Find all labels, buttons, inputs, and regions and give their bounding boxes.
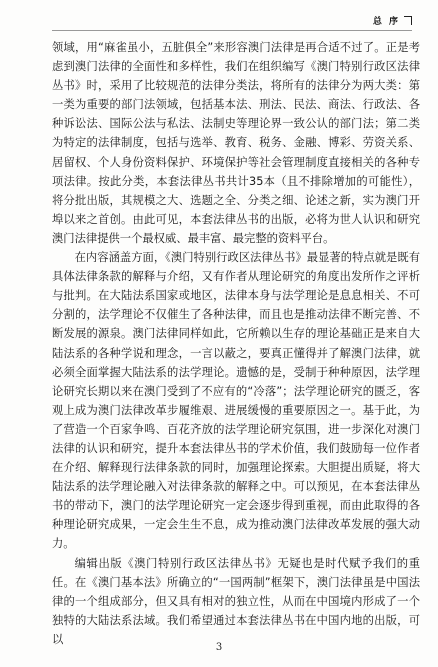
- running-header: [373, 14, 412, 27]
- header-rule: [52, 30, 412, 31]
- paragraph: 编辑出版《澳门特别行政区法律丛书》无疑也是时代赋予我们的重任。在《澳门基本法》所确立的“一国两制”框架下，澳门法律虽是中国法律的一个组成部分，但又具有相对的独立性，从而在中国境内形成了一个独特的大陆法系法域。我们希望通过本套法律丛书在中国内地的出版，可以: [52, 556, 420, 646]
- running-title: 总 序: [372, 17, 400, 27]
- paragraph: 在内容涵盖方面，《澳门特别行政区法律丛书》最显著的特点就是既有具体法律条款的解释与介绍，又有作者从理论研究的角度出发所作之评析与批判。在大陆法系国家或地区，法律本身与法学理论是息息相关、不可分割的，法学理论不仅催生了各种法律，而且也是推动法律不断完善、不断发展的源泉。澳门法律同样如此，它所赖以生存的理论基础正是来自大陆法系的各种学说和理念，一言以蔽之，要真正懂得并了解澳门法律，就必须全面掌握大陆法系的法学理论。遗憾的是，受制于种种原因，法学理论研究长期以来在澳门受到了不应有的“冷落”；法学理论研究的匮乏，客观上成为澳门法律改革步履维艰、进展缓慢的重要原因之一。基于此，为了营造一个百家争鸣、百花齐放的法学理论研究氛围，进一步深化对澳门法律的认识和研究，提升本套法律丛书的学术价值，我们鼓励每一位作者在介绍、解释现行法律条款的同时，加强理论探索。大胆提出质疑，将大陆法系的法学理论融入对法律条款的解释之中。可以预见，在本套法律丛书的带动下，澳门的法学理论研究一定会逐步得到重视，而由此取得的各种理论研究成果，一定会生生不息，成为推动澳门法律改革发展的强大动力。: [52, 251, 420, 551]
- page-number: 3: [215, 642, 223, 653]
- body-text: [52, 38, 420, 649]
- corner-mark-icon: [404, 16, 412, 25]
- paragraph: 领域，用“麻雀虽小，五脏俱全”来形容澳门法律是再合适不过了。正是考虑到澳门法律的全面性和多样性，我们在组织编写《澳门特别行政区法律丛书》时，采用了比较规范的法律分类法，将所有的法律分为两大类：第一类为重要的部门法领域，包括基本法、刑法、民法、商法、行政法、各种诉讼法、国际公法与私法、法制史等理论界一致公认的部门法；第二类为特定的法律制度，包括与选举、教育、税务、金融、博彩、劳资关系、居留权、个人身份资料保护、环境保护等社会管理制度直接相关的各种专项法律。按此分类，本套法律丛书共计35本（且不排除增加的可能性），将分批出版，其规模之大、选题之全、分类之细、论述之新，实为澳门开埠以来之首创。由此可见，本套法律丛书的出版，必将为世人认识和研究澳门法律提供一个最权威、最丰富、最完整的资料平台。: [52, 41, 420, 245]
